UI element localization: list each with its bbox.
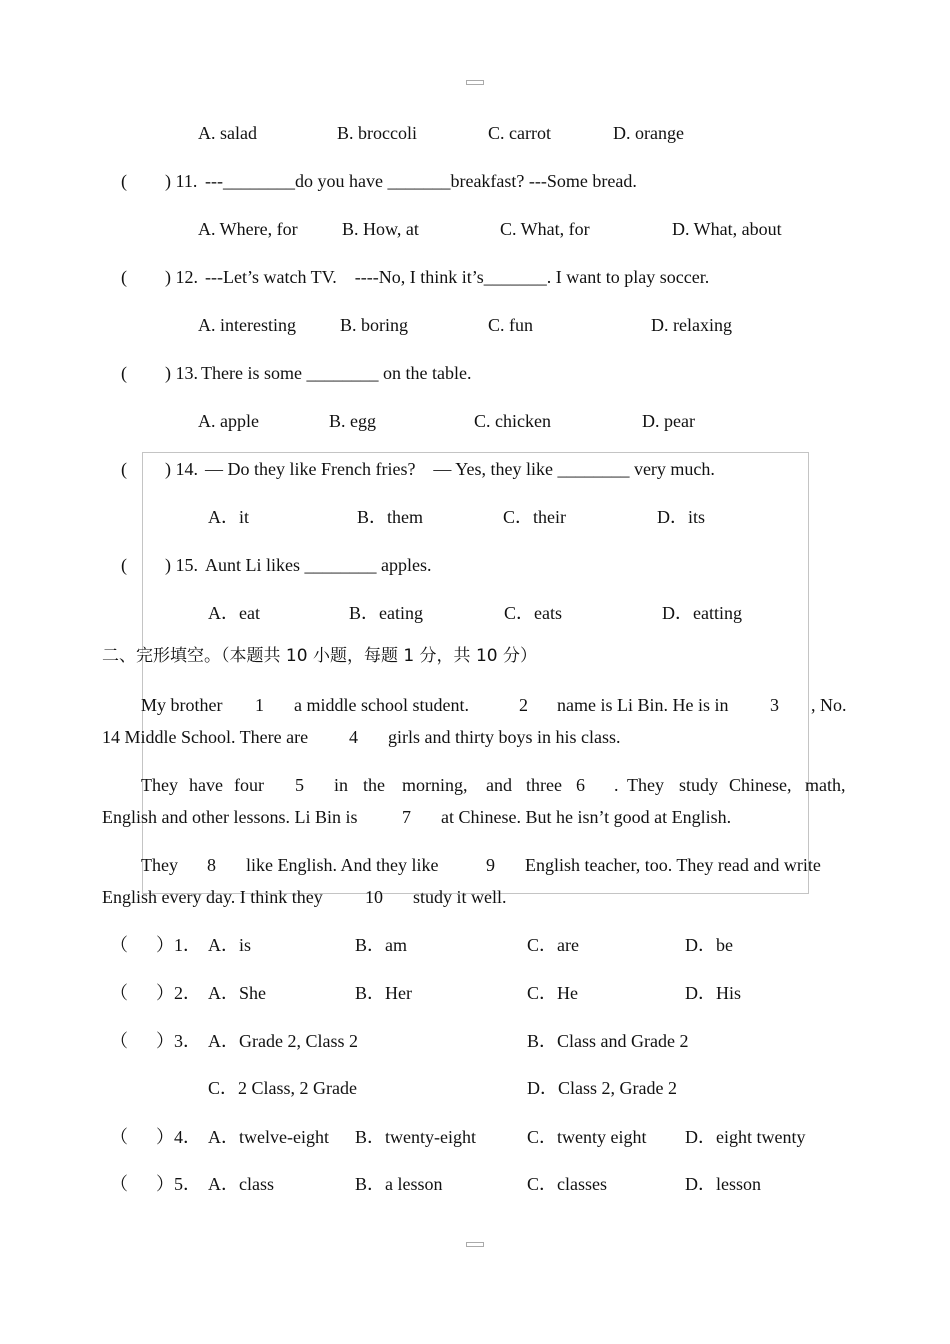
- option-b: B．a lesson: [355, 1174, 443, 1194]
- answer-paren[interactable]: (: [121, 459, 127, 479]
- option-c: C．twenty eight: [527, 1127, 647, 1147]
- passage-word: .: [614, 775, 619, 795]
- answer-paren[interactable]: （: [110, 1031, 128, 1051]
- section-2-title: 二、完形填空。（本题共 10 小题，每题 1 分，共 10 分）: [102, 646, 538, 666]
- option-c: C．are: [527, 935, 579, 955]
- blank-number: 8: [207, 855, 216, 875]
- option-d: D．His: [685, 983, 742, 1003]
- passage-word: They: [627, 775, 664, 795]
- option-a: A．is: [208, 935, 252, 955]
- question-text: ---________do you have _______breakfast? ---Some bread.: [205, 171, 637, 191]
- passage-word: They: [141, 775, 178, 795]
- option-b: B．them: [357, 507, 423, 527]
- passage-word: morning,: [402, 775, 468, 795]
- passage-text: 14 Middle School. There are: [102, 727, 309, 747]
- passage-text: They: [141, 855, 178, 875]
- passage-text: English teacher, too. They read and write: [525, 855, 821, 875]
- answer-paren[interactable]: (: [121, 363, 127, 383]
- blank-number: 1: [255, 695, 264, 715]
- option-d: D．its: [657, 507, 706, 527]
- option-b: B．eating: [349, 603, 423, 623]
- blank-number: 10: [365, 887, 383, 907]
- answer-paren[interactable]: （: [110, 983, 128, 1003]
- option-b: B．Her: [355, 983, 412, 1003]
- option-c: C. What, for: [500, 219, 590, 239]
- passage-word: and: [486, 775, 512, 795]
- passage-word: Chinese,: [729, 775, 792, 795]
- option-c: C．He: [527, 983, 578, 1003]
- blank-number: 2: [519, 695, 528, 715]
- answer-paren[interactable]: （: [110, 935, 128, 955]
- option-b: B．Class and Grade 2: [527, 1031, 689, 1051]
- question-number: ）2．: [156, 983, 201, 1003]
- option-d: D．be: [685, 935, 733, 955]
- option-b: B. egg: [329, 411, 376, 431]
- option-c: C．their: [503, 507, 566, 527]
- option-d: D．Class 2, Grade 2: [527, 1078, 677, 1098]
- option-b: B．twenty-eight: [355, 1127, 476, 1147]
- question-number: ) 14.: [165, 459, 198, 479]
- question-number: ）4．: [156, 1127, 201, 1147]
- option-a: A．it: [208, 507, 250, 527]
- passage-word: the: [363, 775, 385, 795]
- option-d: D．lesson: [685, 1174, 761, 1194]
- question-text: There is some ________ on the table.: [201, 363, 472, 383]
- question-number: ) 15.: [165, 555, 198, 575]
- option-a: A. apple: [198, 411, 259, 431]
- passage-text: English every day. I think they: [102, 887, 323, 907]
- blank-number: 3: [770, 695, 779, 715]
- option-b: B. boring: [340, 315, 409, 335]
- question-text: — Do they like French fries? — Yes, they like ________ very much.: [205, 459, 715, 479]
- option-d: D. pear: [642, 411, 695, 431]
- answer-paren[interactable]: （: [110, 1127, 128, 1147]
- passage-text: name is Li Bin. He is in: [557, 695, 729, 715]
- answer-paren[interactable]: (: [121, 171, 127, 191]
- option-a: A．She: [208, 983, 266, 1003]
- passage-text: , No.: [811, 695, 847, 715]
- question-number: ）3．: [156, 1031, 201, 1051]
- passage-word: in: [334, 775, 349, 795]
- blank-number: 7: [402, 807, 411, 827]
- option-c: C．2 Class, 2 Grade: [208, 1078, 357, 1098]
- passage-text: at Chinese. But he isn’t good at English.: [441, 807, 732, 827]
- option-c: C. fun: [488, 315, 533, 335]
- question-number: ）1．: [156, 935, 201, 955]
- passage-word: three: [526, 775, 562, 795]
- option-d: D．eight twenty: [685, 1127, 806, 1147]
- option-c: C．eats: [504, 603, 562, 623]
- answer-paren[interactable]: (: [121, 555, 127, 575]
- option-c: C. chicken: [474, 411, 551, 431]
- option-a: A. Where, for: [198, 219, 298, 239]
- passage-text: girls and thirty boys in his class.: [388, 727, 621, 747]
- q10-option-d: D. orange: [613, 123, 684, 143]
- passage-word: math,: [805, 775, 846, 795]
- option-c: C．classes: [527, 1174, 607, 1194]
- option-b: B. How, at: [342, 219, 419, 239]
- question-number: ) 13.: [165, 363, 198, 383]
- option-a: A．Grade 2, Class 2: [208, 1031, 358, 1051]
- question-number: ) 11.: [165, 171, 198, 191]
- answer-paren[interactable]: （: [110, 1174, 128, 1194]
- answer-paren[interactable]: (: [121, 267, 127, 287]
- passage-text: study it well.: [413, 887, 507, 907]
- passage-text: like English. And they like: [246, 855, 439, 875]
- passage-text: English and other lessons. Li Bin is: [102, 807, 358, 827]
- question-text: Aunt Li likes ________ apples.: [205, 555, 432, 575]
- option-a: A. interesting: [198, 315, 296, 335]
- blank-number: 4: [349, 727, 358, 747]
- passage-word: four: [234, 775, 264, 795]
- option-a: A．class: [208, 1174, 274, 1194]
- question-number: ）5．: [156, 1174, 201, 1194]
- footer-mark: [466, 1242, 484, 1247]
- option-b: B．am: [355, 935, 407, 955]
- option-a: A．eat: [208, 603, 260, 623]
- header-mark: [466, 80, 484, 85]
- q10-option-c: C. carrot: [488, 123, 551, 143]
- blank-number: 6: [576, 775, 585, 795]
- option-d: D. relaxing: [651, 315, 732, 335]
- option-d: D．eatting: [662, 603, 742, 623]
- passage-text: a middle school student.: [294, 695, 469, 715]
- passage-text: My brother: [141, 695, 223, 715]
- question-number: ) 12.: [165, 267, 198, 287]
- blank-number: 5: [295, 775, 304, 795]
- q10-option-a: A. salad: [198, 123, 257, 143]
- blank-number: 9: [486, 855, 495, 875]
- passage-word: have: [189, 775, 223, 795]
- passage-word: study: [679, 775, 719, 795]
- q10-option-b: B. broccoli: [337, 123, 417, 143]
- option-d: D. What, about: [672, 219, 782, 239]
- option-a: A．twelve-eight: [208, 1127, 329, 1147]
- question-text: ---Let’s watch TV. ----No, I think it’s_______. I want to play soccer.: [205, 267, 710, 287]
